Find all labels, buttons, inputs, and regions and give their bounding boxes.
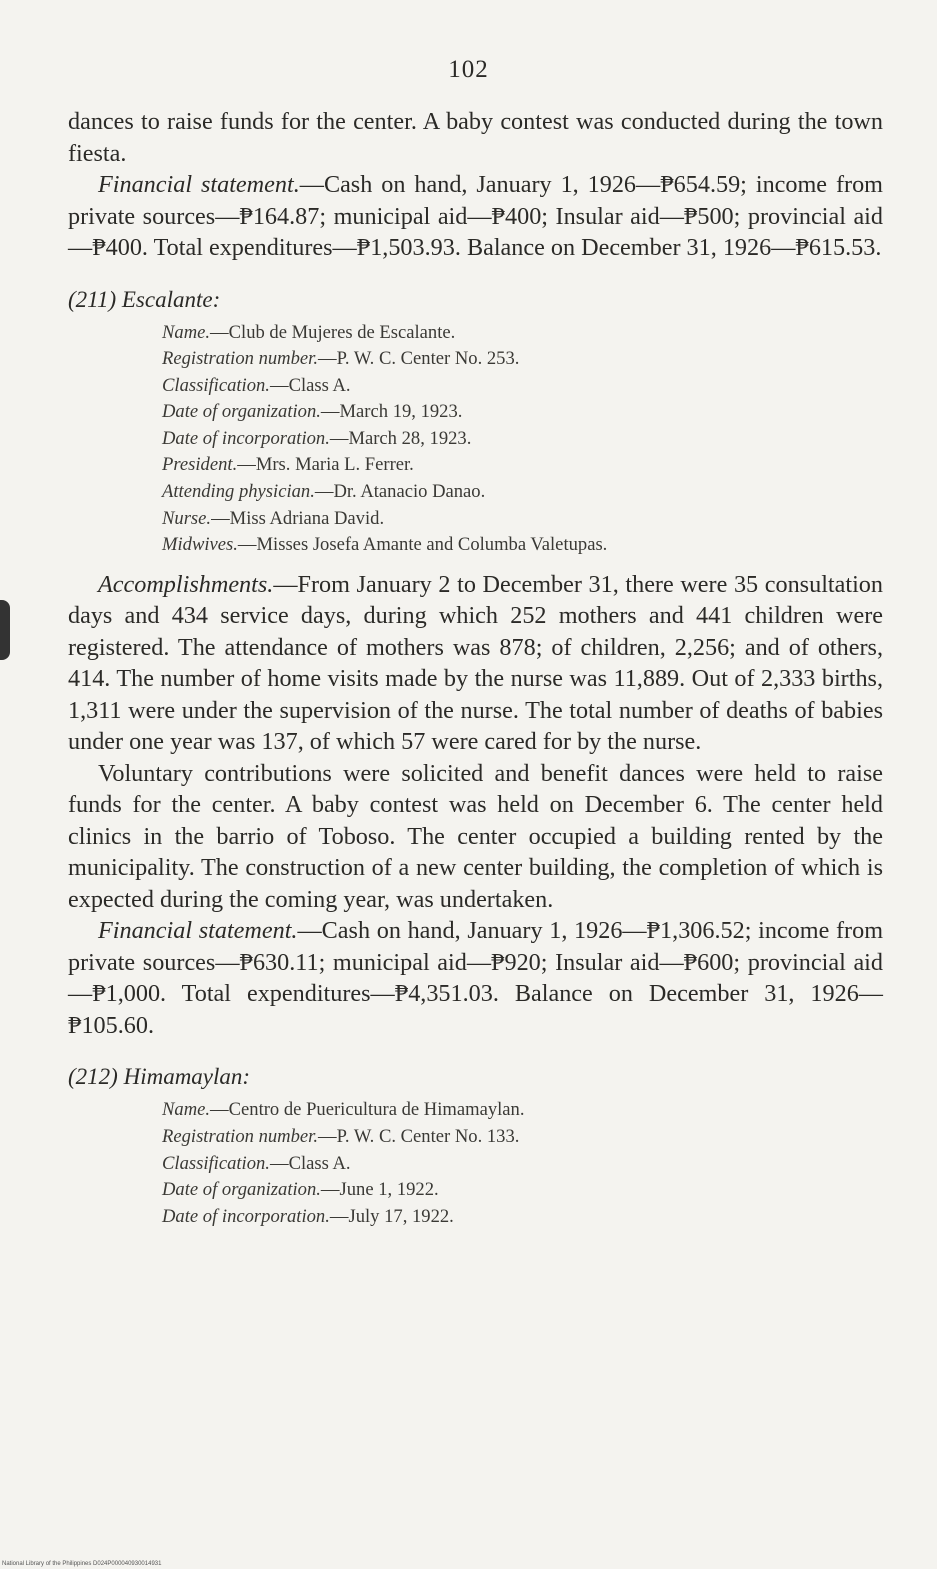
field-registration-number: Registration number.—P. W. C. Center No. 133.: [162, 1125, 520, 1147]
field-name: Name.—Club de Mujeres de Escalante.: [162, 321, 456, 343]
financial-statement-1-text: —Cash on hand, January 1, 1926—₱654.59; income from private sources—₱164.87; municipal aid—₱400; Insular aid—₱500; provincial aid—₱400. Total expenditures—₱1,503.93. Balance on December 31, 1926—₱615.53.: [68, 171, 884, 261]
financial-statement-2: [68, 915, 883, 1041]
accomplishments-paragraph: [68, 569, 883, 758]
field-classification: Classification.—Class A.: [162, 374, 351, 396]
entry-212-fields: [162, 1097, 883, 1230]
financial-statement-2-text: —Cash on hand, January 1, 1926—₱1,306.52; income from private sources—₱630.11; municipal aid—₱920; Insular aid—₱600; provincial aid—₱1,000. Total expenditures—₱4,351.03. Balance on December 31, 1926—₱105.60.: [68, 917, 884, 1039]
intro-paragraph: dances to raise funds for the center. A baby contest was conducted during the town fiesta.: [68, 108, 883, 167]
entry-212-number: (212): [68, 1064, 118, 1090]
entry-211-place: Escalante:: [121, 286, 221, 312]
field-date-of-organization: Date of organization.—March 19, 1923.: [162, 401, 463, 423]
entry-211-heading: [68, 286, 883, 314]
field-name: Name.—Centro de Puericultura de Himamaylan.: [162, 1099, 525, 1121]
financial-statement-1: [68, 169, 883, 264]
field-nurse: Nurse.—Miss Adriana David.: [162, 507, 385, 529]
scan-footer: National Library of the Philippines D024P000040930014931: [2, 1561, 162, 1567]
financial-statement-1-label: Financial statement.: [98, 171, 300, 198]
field-date-of-incorporation: Date of incorporation.—March 28, 1923.: [162, 427, 472, 449]
entry-211-number: (211): [68, 286, 117, 312]
field-classification: Classification.—Class A.: [162, 1152, 351, 1174]
financial-statement-2-label: Financial statement.: [98, 917, 298, 945]
field-date-of-incorporation: Date of incorporation.—July 17, 1922.: [162, 1205, 454, 1227]
entry-212-place: Himamaylan:: [123, 1064, 251, 1090]
field-midwives: Midwives.—Misses Josefa Amante and Columba Valetupas.: [162, 534, 608, 556]
accomplishments-text: —From January 2 to December 31, there were 35 consultation days and 434 service days, during which 252 mothers and 441 children were registered. The attendance of mothers was 878; of children, 2,256; and of others, 414. The number of home visits made by the nurse was 11,889. Out of 2,333 births, 1,311 were under the supervision of the nurse. The total number of deaths of babies under one year was 137, of which 57 were cared for by the nurse.: [68, 570, 883, 756]
field-attending-physician: Attending physician.—Dr. Atanacio Danao.: [162, 481, 486, 503]
field-date-of-organization: Date of organization.—June 1, 1922.: [162, 1179, 439, 1201]
entry-211-fields: [162, 320, 883, 559]
field-registration-number: Registration number.—P. W. C. Center No. 253.: [162, 348, 520, 370]
page-body: [68, 106, 883, 1240]
accomplishments-label: Accomplishments.: [98, 570, 274, 598]
page-number: 102: [448, 56, 489, 83]
entry-212-heading: [68, 1063, 883, 1091]
field-president: President.—Mrs. Maria L. Ferrer.: [162, 454, 414, 476]
scan-edge-mark: [0, 600, 10, 660]
voluntary-contributions-paragraph: Voluntary contributions were solicited and benefit dances were held to raise funds for the center. A baby contest was held on December 6. The center held clinics in the barrio of Toboso. The center occupied a building rented by the municipality. The construction of a new center building, the completion of which is expected during the coming year, was undertaken.: [68, 759, 883, 913]
